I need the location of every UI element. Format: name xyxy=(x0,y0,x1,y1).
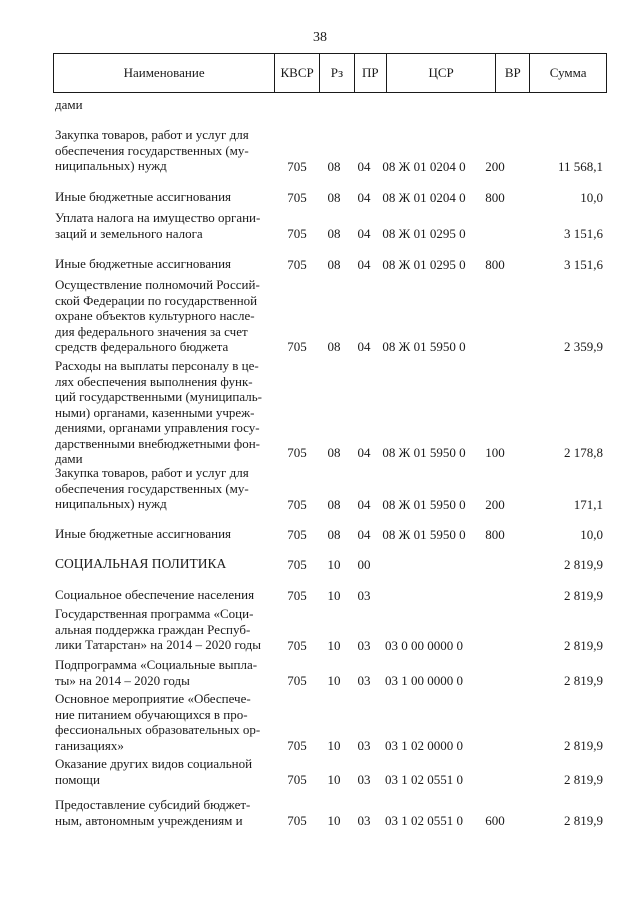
row-rz: 08 xyxy=(327,159,341,174)
row-csr: 08 Ж 01 0204 0 xyxy=(382,159,466,174)
row-name: Закупка товаров, работ и услуг для обеспечения государственных (му- ниципальных) нужд xyxy=(55,127,249,173)
row-sum: 2 819,9 xyxy=(564,738,603,753)
row-sum: 2 819,9 xyxy=(564,557,603,572)
row-rz: 08 xyxy=(327,339,341,354)
row-rz: 10 xyxy=(327,738,341,753)
table-row xyxy=(55,465,607,512)
row-pr: 03 xyxy=(357,638,371,653)
row-vr: 800 xyxy=(485,527,505,542)
row-kvsr: 705 xyxy=(287,738,307,753)
row-rz: 10 xyxy=(327,588,341,603)
row-kvsr: 705 xyxy=(287,813,307,828)
row-sum: 2 178,8 xyxy=(564,445,603,460)
row-csr: 03 1 00 0000 0 xyxy=(385,673,463,688)
row-vr: 800 xyxy=(485,257,505,272)
row-kvsr: 705 xyxy=(287,772,307,787)
row-kvsr: 705 xyxy=(287,257,307,272)
row-pr: 04 xyxy=(357,226,371,241)
row-kvsr: 705 xyxy=(287,159,307,174)
table-row xyxy=(55,277,607,354)
row-vr: 100 xyxy=(485,445,505,460)
row-kvsr: 705 xyxy=(287,527,307,542)
row-sum: 2 819,9 xyxy=(564,673,603,688)
row-sum: 3 151,6 xyxy=(564,226,603,241)
row-csr: 08 Ж 01 5950 0 xyxy=(382,497,466,512)
row-name: Иные бюджетные ассигнования xyxy=(55,256,232,271)
row-sum: 2 819,9 xyxy=(564,772,603,787)
row-pr: 04 xyxy=(357,159,371,174)
row-sum: 171,1 xyxy=(573,497,603,512)
row-kvsr: 705 xyxy=(287,190,307,205)
row-name: Государственная программа «Соци- альная поддержка граждан Респуб- лики Татарстан» на 2014 – 2020 годы xyxy=(55,606,261,652)
table-row xyxy=(55,127,607,174)
row-name: Подпрограмма «Социальные выпла- ты» на 2014 – 2020 годы xyxy=(55,657,258,688)
column-header-vr: ВР xyxy=(495,54,529,92)
row-rz: 10 xyxy=(327,772,341,787)
row-name: Закупка товаров, работ и услуг для обеспечения государственных (му- ниципальных) нужд xyxy=(55,465,249,511)
row-vr: 800 xyxy=(485,190,505,205)
table-row xyxy=(55,256,607,272)
row-rz: 10 xyxy=(327,557,341,572)
row-sum: 2 819,9 xyxy=(564,588,603,603)
row-name: Социальное обеспечение населения xyxy=(55,587,255,602)
table-row xyxy=(55,587,607,603)
row-csr: 08 Ж 01 5950 0 xyxy=(382,527,466,542)
row-vr: 200 xyxy=(485,497,505,512)
row-rz: 08 xyxy=(327,497,341,512)
row-pr: 04 xyxy=(357,497,371,512)
row-kvsr: 705 xyxy=(287,339,307,354)
table-row xyxy=(55,797,607,828)
row-sum: 11 568,1 xyxy=(557,159,603,174)
column-header-rz: Рз xyxy=(319,54,354,92)
row-sum: 2 819,9 xyxy=(564,813,603,828)
row-name: Уплата налога на имущество органи- заций и земельного налога xyxy=(55,210,261,241)
row-vr: 600 xyxy=(485,813,505,828)
row-rz: 10 xyxy=(327,673,341,688)
row-sum: 10,0 xyxy=(580,527,603,542)
row-kvsr: 705 xyxy=(287,445,307,460)
row-csr: 03 1 02 0551 0 xyxy=(385,772,463,787)
row-name: Расходы на выплаты персоналу в це- лях обеспечения выполнения функ- ций государственными (муниципаль- ными) органами, казенными учреж- дениями, органами управления госу- дарственными внебюджетными фон- дами xyxy=(55,358,262,466)
row-sum: 2 359,9 xyxy=(564,339,603,354)
row-name: Оказание других видов социальной помощи xyxy=(55,756,253,787)
row-csr: 08 Ж 01 0204 0 xyxy=(382,190,466,205)
row-sum: 3 151,6 xyxy=(564,257,603,272)
row-pr: 03 xyxy=(357,772,371,787)
row-sum: 10,0 xyxy=(580,190,603,205)
row-kvsr: 705 xyxy=(287,557,307,572)
row-csr: 03 1 02 0551 0 xyxy=(385,813,463,828)
row-pr: 03 xyxy=(357,588,371,603)
table-row-section xyxy=(55,556,607,572)
row-csr: 03 1 02 0000 0 xyxy=(385,738,463,753)
row-pr: 04 xyxy=(357,339,371,354)
row-name: Иные бюджетные ассигнования xyxy=(55,526,232,541)
row-name: Предоставление субсидий бюджет- ным, автономным учреждениям и xyxy=(55,797,251,828)
row-pr: 03 xyxy=(357,673,371,688)
row-name: Основное мероприятие «Обеспече- ние питанием обучающихся в про- фессиональных образовательных ор- ганизациях» xyxy=(55,691,261,753)
row-pr: 00 xyxy=(357,557,371,572)
column-header-sum: Сумма xyxy=(529,54,606,92)
row-name: Иные бюджетные ассигнования xyxy=(55,189,232,204)
column-header-name: Наименование xyxy=(123,65,205,80)
row-kvsr: 705 xyxy=(287,226,307,241)
table-row xyxy=(55,210,607,241)
row-rz: 08 xyxy=(327,445,341,460)
row-rz: 08 xyxy=(327,226,341,241)
column-header-csr: ЦСР xyxy=(386,54,496,92)
row-csr: 08 Ж 01 0295 0 xyxy=(382,257,466,272)
row-rz: 08 xyxy=(327,190,341,205)
row-rz: 08 xyxy=(327,527,341,542)
column-header-pr: ПР xyxy=(354,54,386,92)
row-name: дами xyxy=(55,97,83,112)
row-pr: 04 xyxy=(357,445,371,460)
row-csr: 08 Ж 01 5950 0 xyxy=(382,445,466,460)
row-pr: 04 xyxy=(357,257,371,272)
row-vr: 200 xyxy=(485,159,505,174)
table-row xyxy=(55,189,607,205)
row-csr: 03 0 00 0000 0 xyxy=(385,638,463,653)
table-row xyxy=(55,526,607,542)
row-pr: 04 xyxy=(357,527,371,542)
table-row xyxy=(55,691,607,753)
row-csr: 08 Ж 01 5950 0 xyxy=(382,339,466,354)
table-row xyxy=(55,358,607,466)
table-row xyxy=(55,756,607,787)
table-row xyxy=(55,606,607,653)
table-row-continuation xyxy=(55,97,607,113)
row-kvsr: 705 xyxy=(287,638,307,653)
row-rz: 10 xyxy=(327,813,341,828)
row-pr: 04 xyxy=(357,190,371,205)
row-sum: 2 819,9 xyxy=(564,638,603,653)
row-rz: 10 xyxy=(327,638,341,653)
row-csr: 08 Ж 01 0295 0 xyxy=(382,226,466,241)
column-header-kvsr: КВСР xyxy=(274,54,319,92)
row-kvsr: 705 xyxy=(287,588,307,603)
row-rz: 08 xyxy=(327,257,341,272)
row-name: Осуществление полномочий Россий- ской Федерации по государственной охране объектов культурного насле- дия федерального значения за счет средств федерального бюджета xyxy=(55,277,260,354)
page-number: 38 xyxy=(313,30,327,45)
row-pr: 03 xyxy=(357,738,371,753)
row-kvsr: 705 xyxy=(287,497,307,512)
row-name: СОЦИАЛЬНАЯ ПОЛИТИКА xyxy=(55,556,227,571)
row-pr: 03 xyxy=(357,813,371,828)
row-kvsr: 705 xyxy=(287,673,307,688)
table-row xyxy=(55,657,607,688)
